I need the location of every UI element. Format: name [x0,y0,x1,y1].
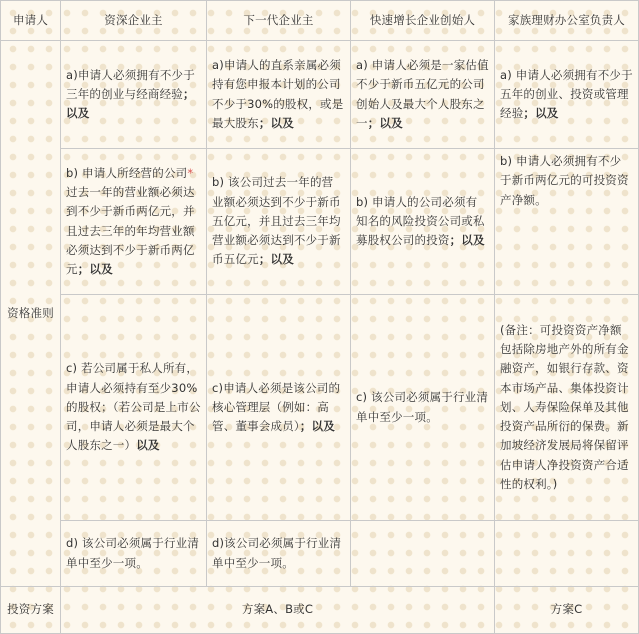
criterion-text: c) 若公司属于私人所有，申请人必须持有至少30%的股权；（若公司是上市公司，申请人必须是最大个人股东之一） [66,361,201,453]
plan-c: 方案C [495,587,639,634]
next-gen-criterion-b [207,149,351,295]
founder-criterion-c: c) 该公司必须属于行业清单中至少一项。 [351,295,495,521]
criteria-row-a [1,41,639,149]
and-connector: ；以及 [258,115,294,130]
criterion-text: c)申请人必须是该公司的核心管理层（例如：高管、董事会成员） [212,380,341,434]
next-gen-criterion-d: d)该公司必须属于行业清单中至少一项。 [207,521,351,587]
and-connector: ；以及 [367,115,403,130]
criteria-row-c [1,295,639,521]
header-row [1,1,639,41]
header-founder: 快速增长企业创始人 [351,1,495,41]
founder-criterion-a [351,41,495,149]
criterion-text: b) 申请人的公司必须有知名的风险投资公司或私募股权公司的投资 [356,194,485,248]
and-connector: 以及 [136,438,160,453]
criterion-text: a) 申请人必须是一家估值不少于新币五亿元的公司创始人及最大个人股东之一 [356,57,489,130]
veteran-criterion-b [61,149,207,295]
footnote-asterisk: * [187,165,194,180]
and-connector: ；以及 [66,86,195,121]
criteria-row-d [1,521,639,587]
next-gen-criterion-a [207,41,351,149]
plan-abc: 方案A、B或C [61,587,495,634]
next-gen-criterion-c [207,295,351,521]
header-family-office: 家族理财办公室负责人 [495,1,639,41]
header-veteran-owner: 资深企业主 [61,1,207,41]
founder-criterion-b [351,149,495,295]
investment-plan-label: 投资方案 [1,587,61,634]
criteria-row-b [1,149,639,295]
veteran-criterion-a [61,41,207,149]
investable-assets-note: (备注：可投资资产净额包括除房地产外的所有金融资产，如银行存款、资本市场产品、集体投资计划、人寿保险保单及其他投资产品所衍的保费。新加坡经济发展局将保留评估申请人净投资资产合适性的权利。) [495,295,639,521]
header-applicant: 申请人 [1,1,61,41]
header-next-gen-owner: 下一代企业主 [207,1,351,41]
criterion-text: a)申请人必须拥有不少于三年的创业与经商经验 [66,67,195,101]
and-connector: ；以及 [523,106,559,121]
family-office-criterion-d [495,521,639,587]
veteran-criterion-c [61,295,207,521]
investment-plan-row [1,587,639,634]
criterion-text: a) 申请人必须拥有不少于五年的创业、投资或管理经验 [500,67,633,121]
criterion-text: b) 该公司过去一年的营业额必须达到不少于新币五亿元，并且过去三年均营业额必须达到不少于新币五亿元 [212,175,341,267]
and-connector: ；以及 [449,233,485,248]
criterion-text: b) 申请人所经营的公司 [66,165,188,180]
veteran-criterion-d: d) 该公司必须属于行业清单中至少一项。 [61,521,207,587]
criterion-text: a)申请人的直系亲属必须持有您申报本计划的公司不少于30%的股权，或是最大股东 [212,57,344,130]
and-connector: ；以及 [77,262,113,277]
and-connector: ；以及 [258,252,294,267]
family-office-criterion-b: b) 申请人必须拥有不少于新币两亿元的可投资资产净额。 [495,149,639,295]
criteria-label: 资格准则 [1,41,61,587]
founder-criterion-d [351,521,495,587]
and-connector: ；以及 [299,419,335,434]
criterion-text: 过去一年的营业额必须达到不少于新币两亿元，并且过去三年的年均营业额必须达到不少于新币两亿元 [66,184,195,277]
family-office-criterion-a [495,41,639,149]
